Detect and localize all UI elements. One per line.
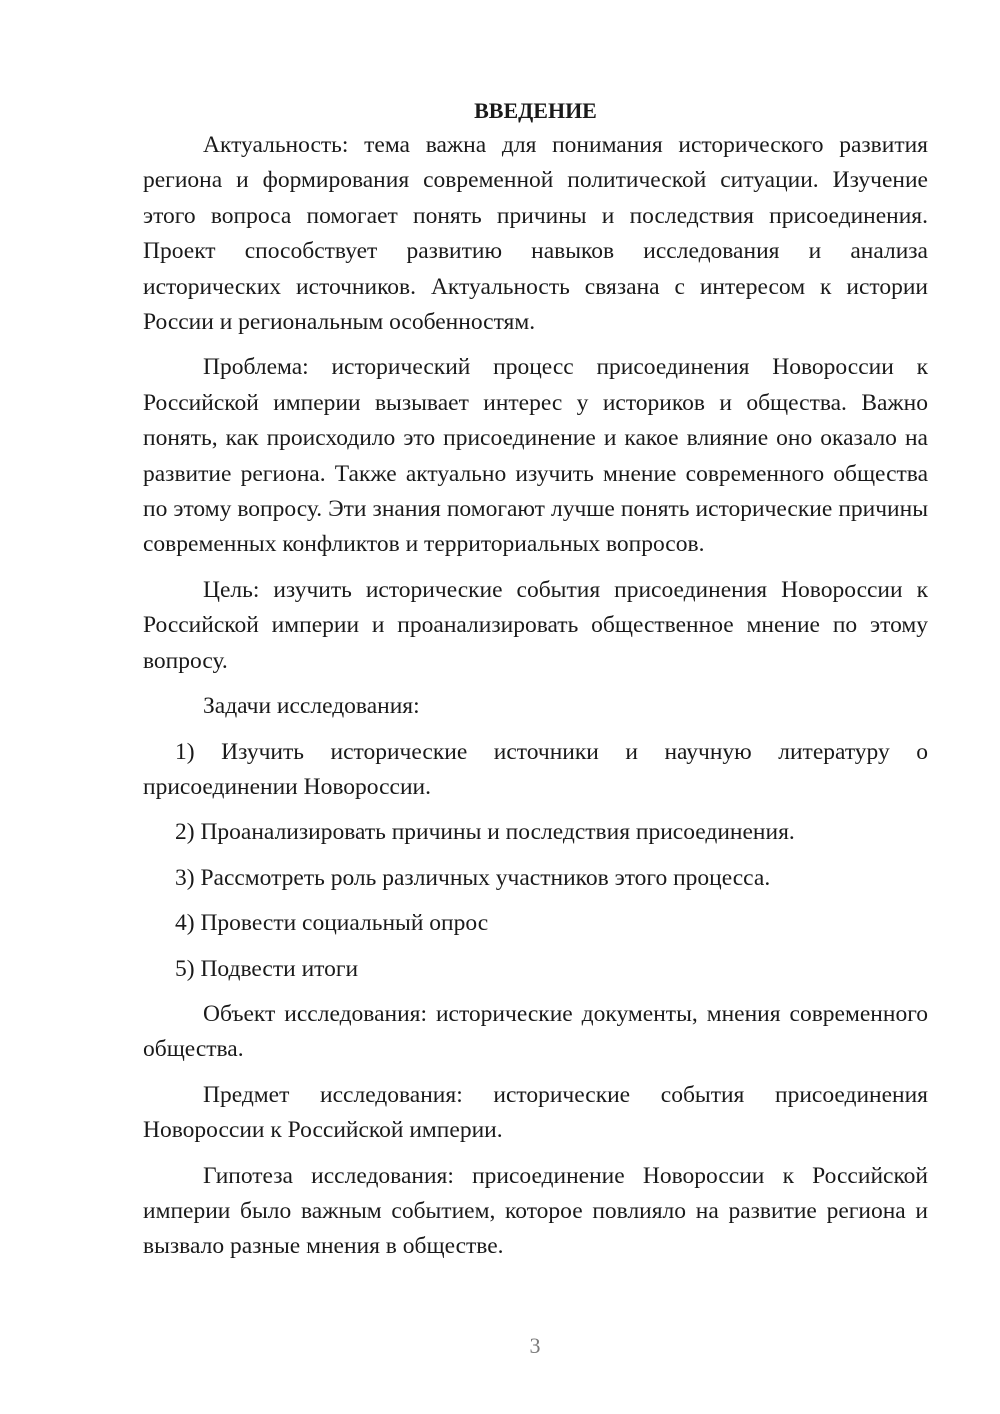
task-item-2: 2) Проанализировать причины и последствия присоединения. <box>175 819 795 846</box>
tasks-heading: Задачи исследования: <box>203 693 420 720</box>
goal-paragraph: Цель: изучить исторические события присоединения Новороссии к Российской империи и проанализировать общественное мнение по этому вопросу. <box>143 576 928 674</box>
task-item-3: 3) Рассмотреть роль различных участников этого процесса. <box>175 864 771 891</box>
task-item-4: 4) Провести социальный опрос <box>175 910 489 937</box>
object-paragraph: Объект исследования: исторические документы, мнения современного общества. <box>143 1000 928 1063</box>
relevance-paragraph: Актуальность: тема важна для понимания исторического развития региона и формирования современной политической ситуации. Изучение этого вопроса помогает понять причины и последствия присоединения. Проект способствует развитию навыков исследования и анализа исторических источников. Актуальность связана с интересом к истории России и региональным особенностям. <box>143 132 928 336</box>
section-title: ВВЕДЕНИЕ <box>474 98 597 123</box>
problem-paragraph: Проблема: исторический процесс присоединения Новороссии к Российской империи вызывает интерес у историков и общества. Важно понять, как происходило это присоединение и какое влияние оно оказало на развитие региона. Также актуально изучить мнение современного общества по этому вопросу. Эти знания помогают лучше понять исторические причины современных конфликтов и территориальных вопросов. <box>143 354 928 558</box>
task-item-1: 1) Изучить исторические источники и научную литературу о присоединении Новороссии. <box>143 738 928 800</box>
page-content <box>143 93 928 1265</box>
page-number: 3 <box>529 1333 541 1358</box>
task-item-5: 5) Подвести итоги <box>175 955 359 982</box>
hypothesis-paragraph: Гипотеза исследования: присоединение Новороссии к Российской империи было важным событием, которое повлияло на развитие региона и вызвало разные мнения в обществе. <box>143 1162 928 1260</box>
subject-paragraph: Предмет исследования: исторические события присоединения Новороссии к Российской империи. <box>143 1081 928 1144</box>
tasks-list <box>143 735 928 987</box>
